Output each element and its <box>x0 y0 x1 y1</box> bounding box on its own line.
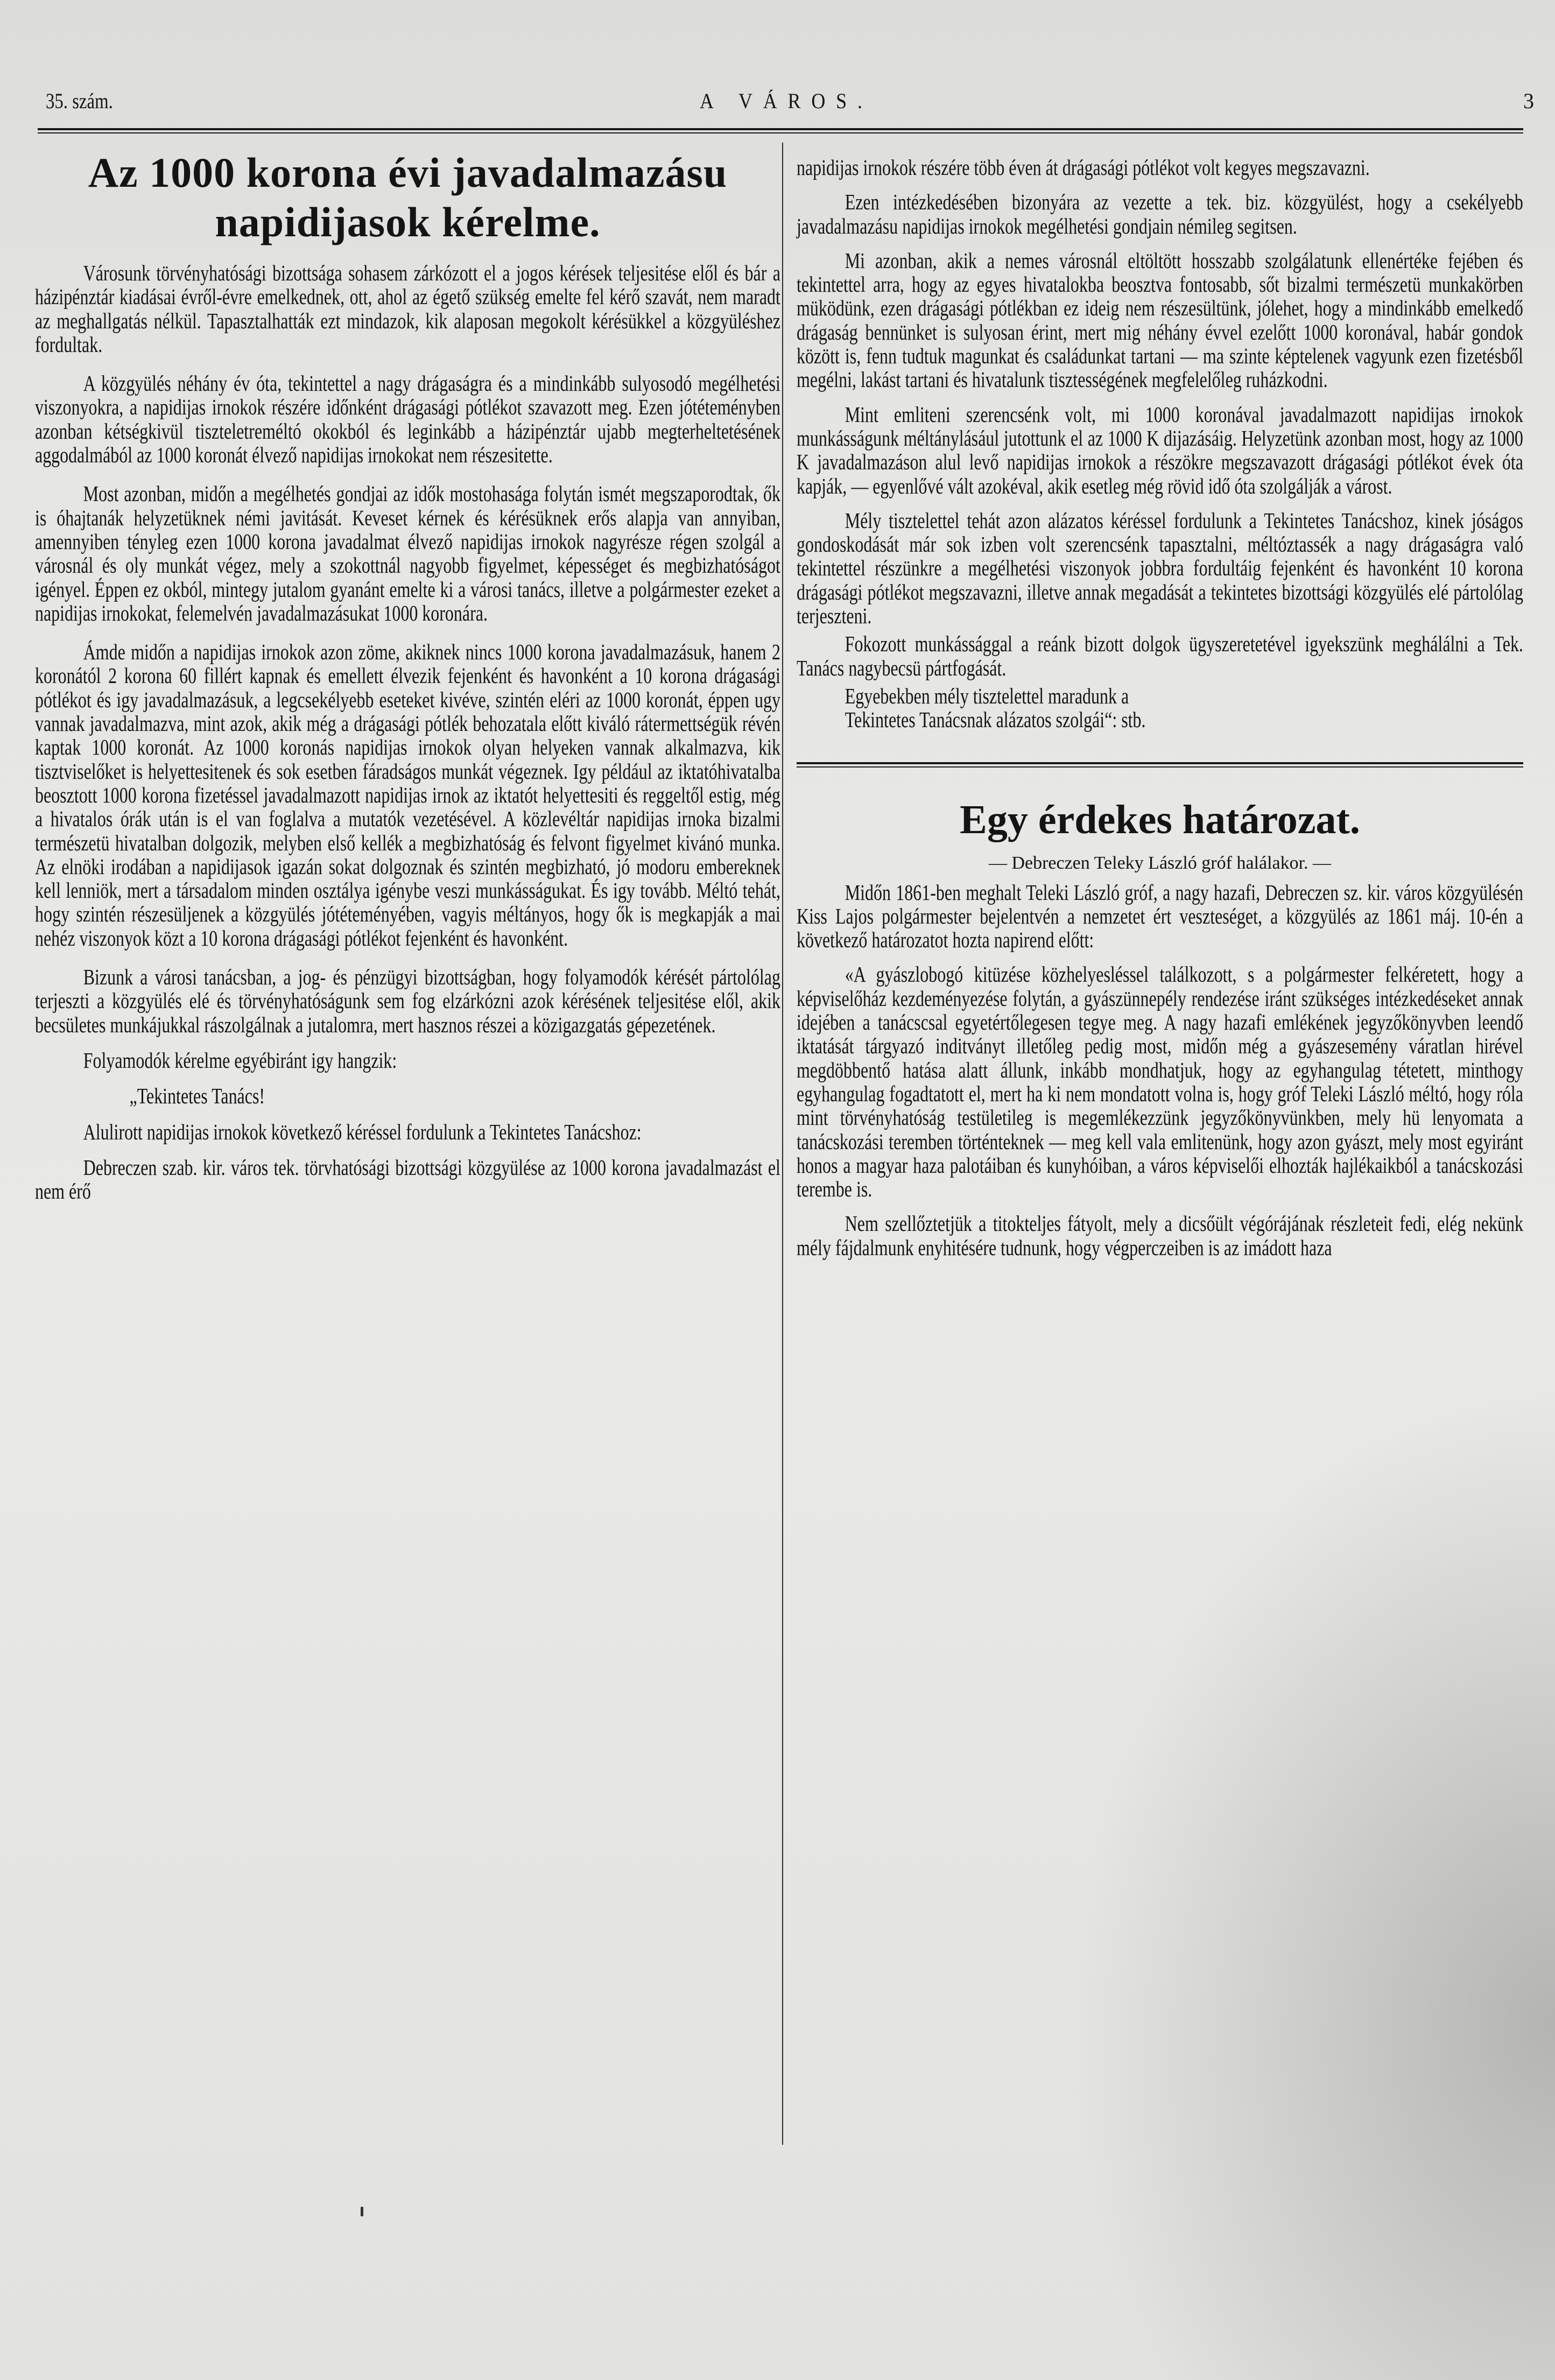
second-article-subtitle: — Debreczen Teleky László gróf halálakor. — <box>988 853 1332 873</box>
right-column <box>797 143 1523 1259</box>
paragraph: Debreczen szab. kir. város tek. törvhatósági bizottsági közgyülése az 1000 korona javadalmazást el nem érő <box>35 1154 780 1204</box>
signature: Tekintetes Tanácsnak alázatos szolgái“: stb. <box>845 707 1146 733</box>
column-divider <box>782 143 783 2145</box>
second-article-body <box>797 881 1523 1259</box>
paragraph: Folyamodók kérelme egyébiránt igy hangzik: <box>83 1047 397 1073</box>
section-double-rule <box>797 762 1523 767</box>
paragraph: Fokozott munkássággal a reánk bizott dolgok ügyszeretetével igyekszünk meghálálni a Tek. Tanács nagybecsü pártfogását. <box>797 631 1523 680</box>
paragraph: Bizunk a városi tanácsban, a jog- és pénzügyi bizottságban, hogy folyamodók kérését pártolólag terjeszti a közgyülés elé és törvényhatóságunk sem fog elzárkózni azok kérésének teljesitése elől, akik becsületes munkájukkal rászolgálnak a jutalomra, mert hasznos részei a közigazgatás gépezetének. <box>35 964 780 1037</box>
salutation: „Tekintetes Tanács! <box>129 1083 265 1109</box>
second-article-title: Egy érdekes határozat. <box>960 797 1360 842</box>
article-body-continued <box>797 156 1523 732</box>
paragraph: Egyebekben mély tisztelettel maradunk a <box>845 683 1129 708</box>
article-title <box>35 143 780 247</box>
paragraph: Ámde midőn a napidijas irnokok azon zöme, akiknek nincs 1000 korona javadalmazásuk, hanem 2 koronától 2 korona 60 fillért kapnak és emellett élvezik fejenként és havonként a 10 korona drágasági pótlékot és igy javadalmazásuk, a legcsekélyebb eseteket kivéve, szintén eléri az 1000 koronát, éppen ugy vannak javadalmazva, mint azok, akik még a drágasági pótlék behozatala előtt kiváló rátermettségük révén kaptak 1000 koronát. Az 1000 koronás napidijas irnokok olyan helyeken vannak alkalmazva, kik tisztviselőket is helyettesitenek és sok esetben fáradságos munkát végeznek. Igy például az iktatóhivatalba beosztott 1000 korona fizetéssel javadalmazott napidijas irnok az iktatót helyettesiti és reggeltől estig, még a hivatalos órák után is el van foglalva a mutatók vezetésével. A közlevéltár napidijas irnoka bizalmi természetü hivatalban dolgozik, melyben első kellék a megbizhatóság és felvont figyelmet kivánó munka. Az elnöki irodában a napidijasok igazán sokat dolgoznak és szintén megbizható, jó modoru embereknek kell lenniök, mert a társadalom minden osztálya igénybe veszi munkásságukat. És igy tovább. Méltó tehát, hogy szintén részesüljenek a közgyülés jótéteményében, vagyis méltányos, hogy ők is megkapják a mai nehéz viszonyok közt a 10 korona drágasági pótlékot fejenként és havonként. <box>35 639 780 950</box>
paragraph: Ezen intézkedésében bizonyára az vezette a tek. biz. közgyülést, hogy a csekélyebb javadalmazásu napidijas irnokok megélhetési gondjain némileg segitsen. <box>797 189 1523 238</box>
paragraph: Most azonban, midőn a megélhetés gondjai az idők mostohasága folytán ismét megszaporodtak, ők is óhajtanák helyzetüknek némi javitását. Keveset kérnek és kérésüknek erős alapja van annyiban, amennyiben tényleg ezen 1000 korona javadalmat élvező napidijas irnokok nagyrésze régen szolgál a városnál és oly munkát végez, mely a szokottnál nagyobb figyelmet, képességet és megbizhatóságot igényel. Éppen ez okból, mintegy jutalom gyanánt emelte ki a városi tanács, illetve a polgármester ezeket a napidijas irnokokat, felemelvén javadalmazásukat 1000 koronára. <box>35 481 780 625</box>
paragraph: Városunk törvényhatósági bizottsága sohasem zárkózott el a jogos kérések teljesitése elől és bár a házipénztár kiadásai évről-évre emelkednek, ott, ahol az égető szükség emelte fel kérő szavát, nem maradt az meghallgatás nélkül. Tapasztalhatták ezt mindazok, kik alaposan megokolt kérésükkel a közgyüléshez fordultak. <box>35 260 780 357</box>
paragraph: Alulirott napidijas irnokok következő kéréssel fordulunk a Tekintetes Tanácshoz: <box>83 1119 642 1144</box>
paragraph: Mi azonban, akik a nemes városnál eltöltött hosszabb szolgálatunk ellenértéke fejében és tekintettel arra, hogy az egyes hivatalokba beosztva fontosabb, sőt bizalmi természetü munkakörben müködünk, ezen drágasági pótlékban ez ideig nem részesültünk, jólehet, hogy a mindinkább emelkedő drágaság bennünket is sulyosan érint, mert mig néhány évvel ezelőtt 1000 koronával, habár gondok között is, fenn tudtuk magunkat és családunkat tartani — ma szinte képtelenek vagyunk ezen fizetésből megélni, lakást tartani és hivatalunk tisztességének megfelelőleg ruházkodni. <box>797 248 1523 392</box>
ink-mark <box>361 2207 363 2216</box>
paragraph: Mély tisztelettel tehát azon alázatos kéréssel fordulunk a Tekintetes Tanácshoz, kinek jóságos gondoskodását már sok izben volt szerencsénk tapasztalni, méltóztassék a nagy drágaságra való tekintettel részünkre a megélhetési viszonyok jobbra fordultáig fejenként és havonként 10 korona drágasági pótlékot megszavazni, illetve annak megadását a tekintetes bizottsági közgyülés elé pártolólag terjeszteni. <box>797 508 1523 629</box>
page-header <box>38 81 1534 118</box>
article-title-line1: Az 1000 korona évi javadalmazásu <box>88 149 728 196</box>
article-body <box>35 261 780 1203</box>
paragraph: Midőn 1861-ben meghalt Teleki László gróf, a nagy hazafi, Debreczen sz. kir. város közgyülésén Kiss Lajos polgármester bejelentvén a nemzetet ért veszteséget, a közgyülés az 1861 máj. 10-én a következő határozatot hozta napirend előtt: <box>797 879 1523 953</box>
paragraph: A közgyülés néhány év óta, tekintettel a nagy drágaságra és a mindinkább sulyosodó megélhetési viszonyokra, a napidijas irnokok részére időnként drágasági pótlékot szavazott meg. Ezen jótéteményben azonban kétségkivül tiszteletreméltó okokból és leginkább a házipénztár ujabb megterheltetésének aggodalmából az 1000 koronát élvező napidijas irnokokat nem részesitette. <box>35 371 780 468</box>
left-column <box>35 143 780 1203</box>
header-double-rule <box>38 128 1523 133</box>
paragraph: Mint emliteni szerencsénk volt, mi 1000 koronával javadalmazott napidijas irnokok munkásságunk méltánylásául jutottunk el az 1000 K dijazásáig. Helyzetünk azonban most, hogy az 1000 K javadalmazáson alul levő napidijas irnokok a részökre megszavazott drágasági pótlékot évek óta kapják, — egyenlővé vált azokéval, akik esetleg még rövid idő óta szolgálják a várost. <box>797 402 1523 498</box>
paragraph: «A gyászlobogó kitüzése közhelyesléssel találkozott, s a polgármester felkéretett, hogy a képviselőház kezdeményezése folytán, a gyászünnepély rendezése iránt szükséges intézkedéseket annak idejében a tanácscsal egyetértőlegesen tegye meg. A nagy hazafi emlékének jegyzőkönyvben leendő iktatását tárgyazó inditványt illetőleg pedig most, midőn még a gyászesemény váratlan hirével megdöbbentő hatása alatt állunk, inkább mondhatjuk, hogy az egyhangulag tétetett, minthogy egyhangulag fogadtatott el, mert ha ki nem mondatott volna is, hogy gróf Teleki László méltó, hogy róla mint törvényhatóság testületileg is megemlékezzünk jegyzőkönyvünkben, mely hü lenyomata a tanácskozási teremben történteknek — meg kell vala emlitenünk, hogy azon gyászt, mely most egyiránt honos a magyar haza palotáiban és kunyhóiban, a város képviselői elhozták hajlékaikból a tanácskozási terembe is. <box>797 962 1523 1202</box>
issue-number: 35. szám. <box>46 89 113 113</box>
paragraph: napidijas irnokok részére több éven át drágasági pótlékot volt kegyes megszavazni. <box>797 155 1370 180</box>
page-number: 3 <box>1523 89 1534 113</box>
paragraph: Nem szellőztetjük a titokteljes fátyolt, mely a dicsőült végórájának részleteit fedi, elég nekünk mély fájdalmunk enyhitésére tudnunk, hogy végperczeiben is az imádott haza <box>797 1211 1523 1260</box>
publication-name: A VÁROS. <box>700 89 873 113</box>
article-title-line2: napidijasok kérelme. <box>215 199 601 245</box>
